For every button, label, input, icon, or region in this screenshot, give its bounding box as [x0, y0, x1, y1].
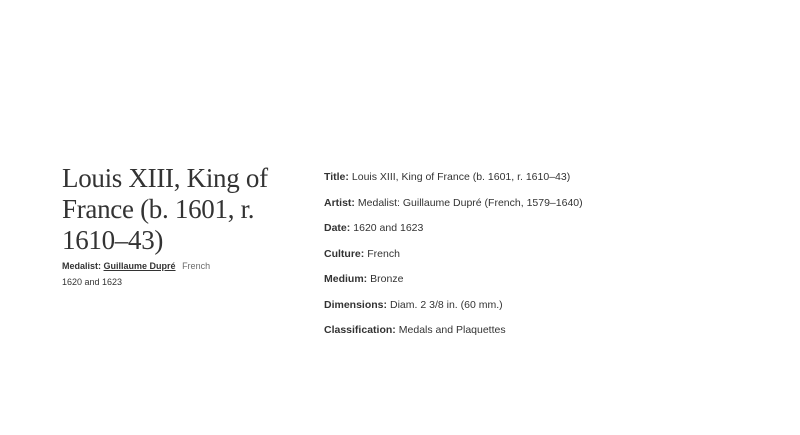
maker-name-link[interactable]: Guillaume Dupré — [103, 261, 176, 271]
detail-value: Bronze — [370, 273, 404, 285]
artwork-header — [62, 163, 292, 288]
detail-label: Medium: — [324, 273, 368, 285]
artwork-title: Louis XIII, King of France (b. 1601, r. 1610–43) — [62, 163, 268, 255]
detail-label: Classification: — [324, 324, 396, 336]
artwork-details-list — [324, 169, 583, 348]
maker-role: Medalist: — [62, 261, 102, 271]
detail-classification — [324, 322, 583, 338]
detail-medium — [324, 271, 583, 287]
detail-value: 1620 and 1623 — [353, 222, 424, 234]
detail-label: Culture: — [324, 247, 365, 260]
detail-value: Medals and Plaquettes — [398, 324, 506, 336]
maker-culture: French — [182, 261, 211, 271]
detail-label: Dimensions: — [324, 298, 388, 311]
detail-value: Louis XIII, King of France (b. 1601, r. 1610–43) — [351, 171, 571, 183]
detail-value: Diam. 2 3/8 in. (60 mm.) — [390, 298, 503, 311]
detail-culture — [324, 246, 583, 262]
detail-value: French — [367, 247, 400, 260]
maker-line — [62, 260, 292, 272]
detail-artist — [324, 195, 583, 211]
detail-date — [324, 220, 583, 236]
detail-dimensions — [324, 297, 583, 313]
detail-value: Medalist: Guillaume Dupré (French, 1579–1640) — [357, 196, 583, 209]
artwork-date: 1620 and 1623 — [62, 277, 123, 287]
detail-label: Artist: — [324, 196, 355, 209]
detail-label: Title: — [324, 171, 349, 183]
detail-label: Date: — [324, 222, 351, 234]
detail-title — [324, 169, 583, 185]
